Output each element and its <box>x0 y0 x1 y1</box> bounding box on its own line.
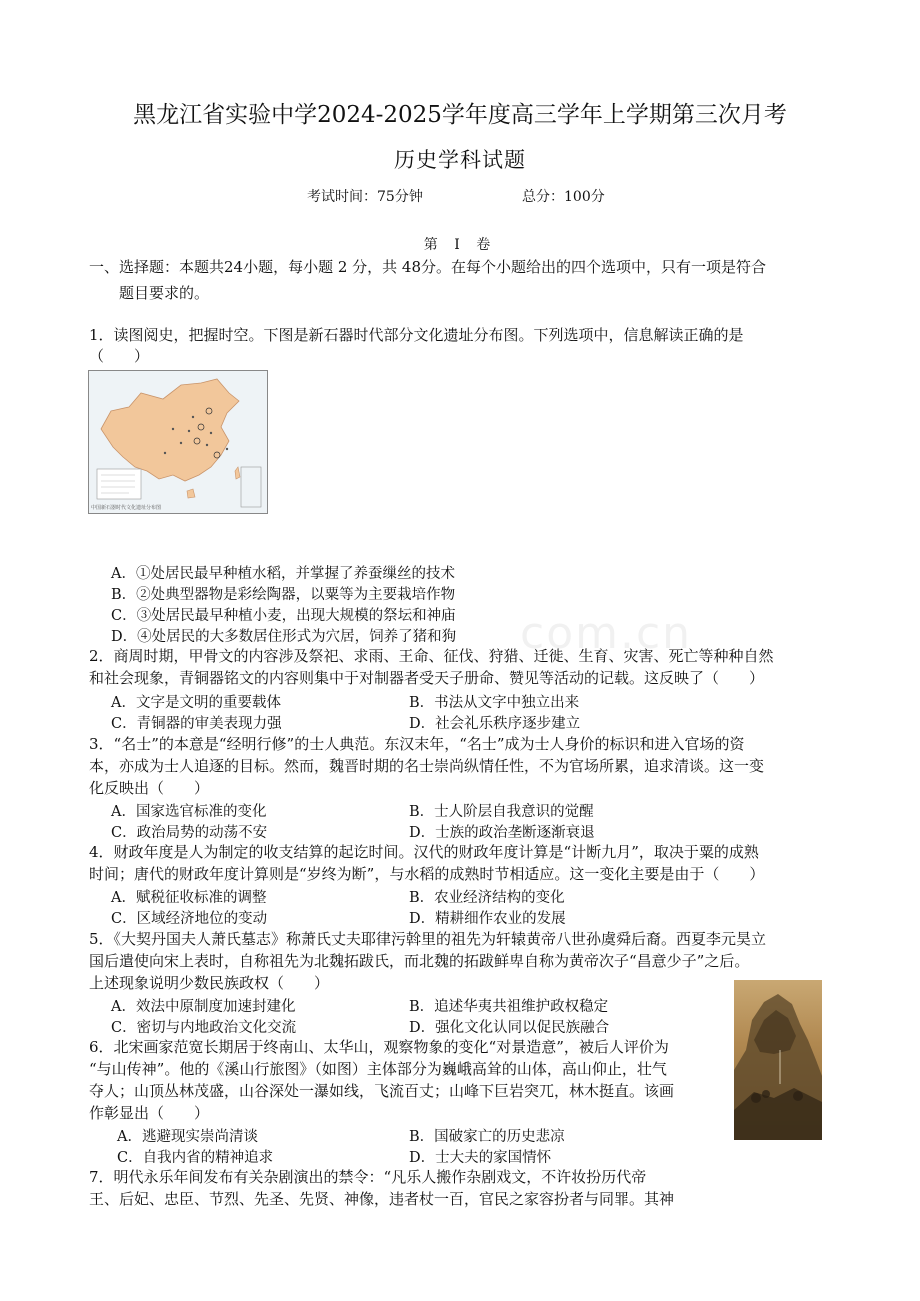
q1-stem-2: （ ） <box>89 347 150 365</box>
q3-stem-2: 本，亦成为士人追逐的目标。然而，魏晋时期的名士崇尚纵情任性，不为官场所累，追求清谈。这一变 <box>89 757 765 775</box>
q5-stem-1: 5．《大契丹国夫人萧氏墓志》称萧氏丈夫耶律污斡里的祖先为轩辕黄帝八世孙虞舜后裔。西夏李元昊立 <box>89 930 767 948</box>
landscape-painting-figure <box>734 980 822 1140</box>
exam-time: 考试时间：75分钟 <box>307 189 423 205</box>
q6-stem-2: “与山传神”。他的《溪山行旅图》（如图）主体部分为巍峨高耸的山体，高山仰止，壮气 <box>89 1060 667 1078</box>
q6-stem-1: 6．北宋画家范宽长期居于终南山、太华山，观察物象的变化“对景造意”，被后人评价为 <box>89 1038 669 1056</box>
q3-option-b[interactable]: B．士人阶层自我意识的觉醒 <box>409 804 594 820</box>
q4-option-c[interactable]: C．区域经济地位的变动 <box>111 911 268 927</box>
q3-option-a[interactable]: A．国家选官标准的变化 <box>111 804 267 820</box>
q5-option-b[interactable]: B．追述华夷共祖维护政权稳定 <box>409 999 609 1015</box>
q5-option-c[interactable]: C．密切与内地政治文化交流 <box>111 1020 297 1036</box>
q6-stem-4: 作彰显出（ ） <box>89 1104 210 1122</box>
section-instruction-1: 一、选择题：本题共24小题，每小题 2 分，共 48分。在每个小题给出的四个选项中，只有一项是符合 <box>89 258 767 276</box>
q1-stem-1: 1．读图阅史，把握时空。下图是新石器时代部分文化遗址分布图。下列选项中，信息解读正确的是 <box>89 326 744 344</box>
q1-option-d[interactable]: D．④处居民的大多数居住形式为穴居，饲养了猪和狗 <box>111 629 457 645</box>
q5-option-d[interactable]: D．强化文化认同以促民族融合 <box>409 1020 610 1036</box>
q2-option-a[interactable]: A．文字是文明的重要载体 <box>111 695 281 711</box>
q2-option-d[interactable]: D．社会礼乐秩序逐步建立 <box>409 716 581 732</box>
q6-option-b[interactable]: B．国破家亡的历史悲凉 <box>409 1129 565 1145</box>
q1-option-a[interactable]: A．①处居民最早种植水稻，并掌握了养蚕缫丝的技术 <box>111 566 455 582</box>
q5-option-a[interactable]: A．效法中原制度加速封建化 <box>111 999 296 1015</box>
q2-option-c[interactable]: C．青铜器的审美表现力强 <box>111 716 282 732</box>
q4-option-a[interactable]: A．赋税征收标准的调整 <box>111 890 267 906</box>
section-instruction-2: 题目要求的。 <box>119 284 210 302</box>
q6-option-a[interactable]: A．逃避现实崇尚清谈 <box>117 1129 258 1145</box>
q3-option-d[interactable]: D．士族的政治垄断逐渐衰退 <box>409 825 595 841</box>
q3-stem-3: 化反映出（ ） <box>89 779 210 797</box>
exam-subtitle: 历史学科试题 <box>394 148 526 172</box>
q3-stem-1: 3．“名士”的本意是“经明行修”的士人典范。东汉末年，“名士”成为士人身价的标识和进入官场的资 <box>89 735 745 753</box>
volume-label: 第 Ⅰ 卷 <box>423 237 497 253</box>
q1-option-b[interactable]: B．②处典型器物是彩绘陶器，以粟等为主要栽培作物 <box>111 587 456 603</box>
exam-score: 总分：100分 <box>522 189 605 205</box>
watermark: com.cn <box>520 608 693 659</box>
q4-stem-2: 时间；唐代的财政年度计算则是“岁终为断”，与水稻的成熟时节相适应。这一变化主要是由于（ ） <box>89 865 765 883</box>
q5-stem-3: 上述现象说明少数民族政权（ ） <box>89 974 330 992</box>
q6-stem-3: 夺人；山顶丛林茂盛，山谷深处一瀑如线，飞流百丈；山峰下巨岩突兀，林木挺直。该画 <box>89 1082 675 1100</box>
q6-option-c[interactable]: C．自我内省的精神追求 <box>117 1150 274 1166</box>
q2-option-b[interactable]: B．书法从文字中独立出来 <box>409 695 580 711</box>
q2-stem-1: 2．商周时期，甲骨文的内容涉及祭祀、求雨、王命、征伐、狩猎、迁徙、生育、灾害、死亡等种种自然 <box>89 647 774 665</box>
q4-stem-1: 4．财政年度是人为制定的收支结算的起讫时间。汉代的财政年度计算是“计断九月”，取决于粟的成熟 <box>89 843 759 861</box>
q4-option-d[interactable]: D．精耕细作农业的发展 <box>409 911 566 927</box>
q1-option-c[interactable]: C．③处居民最早种植小麦，出现大规模的祭坛和神庙 <box>111 608 456 624</box>
q4-option-b[interactable]: B．农业经济结构的变化 <box>409 890 565 906</box>
q7-stem-1: 7．明代永乐年间发布有关杂剧演出的禁令：“凡乐人搬作杂剧戏文，不许妆扮历代帝 <box>89 1168 647 1186</box>
painting-graphic <box>734 980 822 1140</box>
q6-option-d[interactable]: D．士大夫的家国情怀 <box>409 1150 552 1166</box>
q5-stem-2: 国后遣使向宋上表时，自称祖先为北魏拓跋氏，而北魏的拓跋鲜卑自称为黄帝次子“昌意少子”之后。 <box>89 952 750 970</box>
neolithic-map-figure <box>88 370 268 514</box>
map-caption: 中国新石器时代文化遗址分布图 <box>91 505 162 511</box>
q7-stem-2: 王、后妃、忠臣、节烈、先圣、先贤、神像，违者杖一百，官民之家容扮者与同罪。其神 <box>89 1190 675 1208</box>
china-map-graphic <box>89 371 267 513</box>
q2-stem-2: 和社会现象，青铜器铭文的内容则集中于对制器者受天子册命、赞见等活动的记载。这反映了（ ） <box>89 669 765 687</box>
exam-title: 黑龙江省实验中学2024-2025学年度高三学年上学期第三次月考 <box>133 102 787 128</box>
q3-option-c[interactable]: C．政治局势的动荡不安 <box>111 825 268 841</box>
